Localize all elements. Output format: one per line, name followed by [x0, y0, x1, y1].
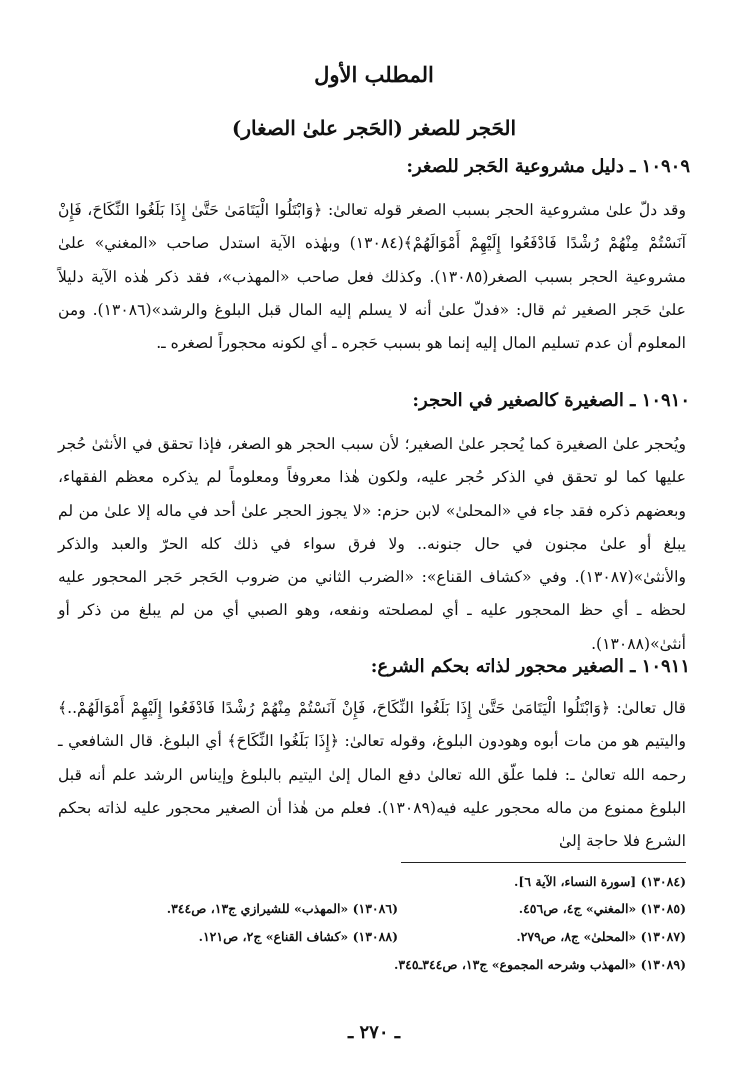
footnote-13087: (١٣٠٨٧) «المحلىٰ» ج٨، ص٢٧٩. — [516, 929, 686, 944]
paragraph-10909: وقد دلّ علىٰ مشروعية الحجر بسبب الصغر قوله تعالىٰ: ﴿وَابْتَلُوا الْيَتَامَىٰ حَتَّىٰ إِذَا بَلَغُوا النِّكَاحَ، فَإِنْ آنَسْتُمْ مِنْهُمْ رُشْدًا فَادْفَعُوا إِلَيْهِمْ أَمْوَالَهُمْ﴾(١٣٠٨٤) وبهٰذه الآية استدل صاحب «المغني» علىٰ مشروعية الحجر بسبب الصغر(١٣٠٨٥). وكذلك فعل صاحب «المهذب»، فقد ذكر هٰذه الآية دليلاً علىٰ حَجر الصغير ثم قال: «فدلّ علىٰ أنه لا يسلم إليه المال قبل البلوغ والرشد»(١٣٠٨٦). ومن المعلوم أن عدم تسليم المال إليه إنما هو بسبب حَجره ـ أي لكونه محجوراً لصغره ـ. — [58, 201, 687, 353]
footnote-divider — [401, 862, 686, 863]
footnote-13088: (١٣٠٨٨) «كشاف القناع» ج٢، ص١٢١. — [198, 929, 398, 944]
paragraph-10910: ويُحجر علىٰ الصغيرة كما يُحجر علىٰ الصغير؛ لأن سبب الحجر هو الصغر، فإذا تحقق في الأنثىٰ حُجر عليها كما لو تحقق في الذكر حُجر عليه، ولكون هٰذا معروفاً ومعلوماً لم يذكره معظم الفقهاء، وبعضهم ذكره فقد جاء في «المحلىٰ» لابن حزم: «لا يجوز الحجر علىٰ أحد في ماله إلا علىٰ من لم يبلغ أو علىٰ مجنون في حال جنونه.. ولا فرق سواء في ذلك كله الحرّ والعبد والذكر والأنثىٰ»(١٣٠٨٧). وفي «كشاف القناع»: «الضرب الثاني من ضروب الحَجر حَجر المحجور عليه لحظه ـ أي حظ المحجور عليه ـ أي لمصلحته ونفعه، وهو الصبي أي من لم يبلغ من ذكر أو أنثىٰ»(١٣٠٨٨). — [58, 435, 686, 653]
footnote-13086: (١٣٠٨٦) «المهذب» للشيرازي ج١٣، ص٣٤٤. — [166, 901, 398, 916]
section-heading-10909: ١٠٩٠٩ ـ دليل مشروعية الحَجر للصغر: — [406, 156, 690, 177]
footnote-13085: (١٣٠٨٥) «المغني» ج٤، ص٤٥٦. — [518, 901, 686, 916]
section-heading-10911: ١٠٩١١ ـ الصغير محجور لذاته بحكم الشرع: — [370, 656, 690, 677]
section-title: الحَجر للصغر (الحَجر علىٰ الصغار) — [231, 116, 517, 140]
page-number: ـ ٢٧٠ ـ — [347, 1022, 401, 1043]
footnote-13084: (١٣٠٨٤) [سورة النساء، الآية ٦]. — [514, 874, 686, 889]
section-heading-10910: ١٠٩١٠ ـ الصغيرة كالصغير في الحجر: — [412, 390, 690, 411]
footnote-13089: (١٣٠٨٩) «المهذب وشرحه المجموع» ج١٣، ص٣٤٤ـ٣٤٥. — [394, 957, 686, 972]
chapter-title: المطلب الأول — [314, 62, 434, 87]
paragraph-10911: قال تعالىٰ: ﴿وَابْتَلُوا الْيَتَامَىٰ حَتَّىٰ إِذَا بَلَغُوا النِّكَاحَ، فَإِنْ آنَسْتُمْ مِنْهُمْ رُشْدًا فَادْفَعُوا إِلَيْهِمْ أَمْوَالَهُمْ..﴾ واليتيم هو من مات أبوه وهودون البلوغ، وقوله تعالىٰ: ﴿إِذَا بَلَغُوا النِّكَاحَ﴾ أي البلوغ. قال الشافعي ـ رحمه الله تعالىٰ ـ: فلما علّق الله تعالىٰ دفع المال إلىٰ اليتيم بالبلوغ وإيناس الرشد علم أنه قبل البلوغ ممنوع من ماله محجور عليه فيه(١٣٠٨٩). فعلم من هٰذا أن الصغير محجور عليه لذاته بحكم الشرع فلا حاجة إلىٰ — [58, 699, 686, 851]
